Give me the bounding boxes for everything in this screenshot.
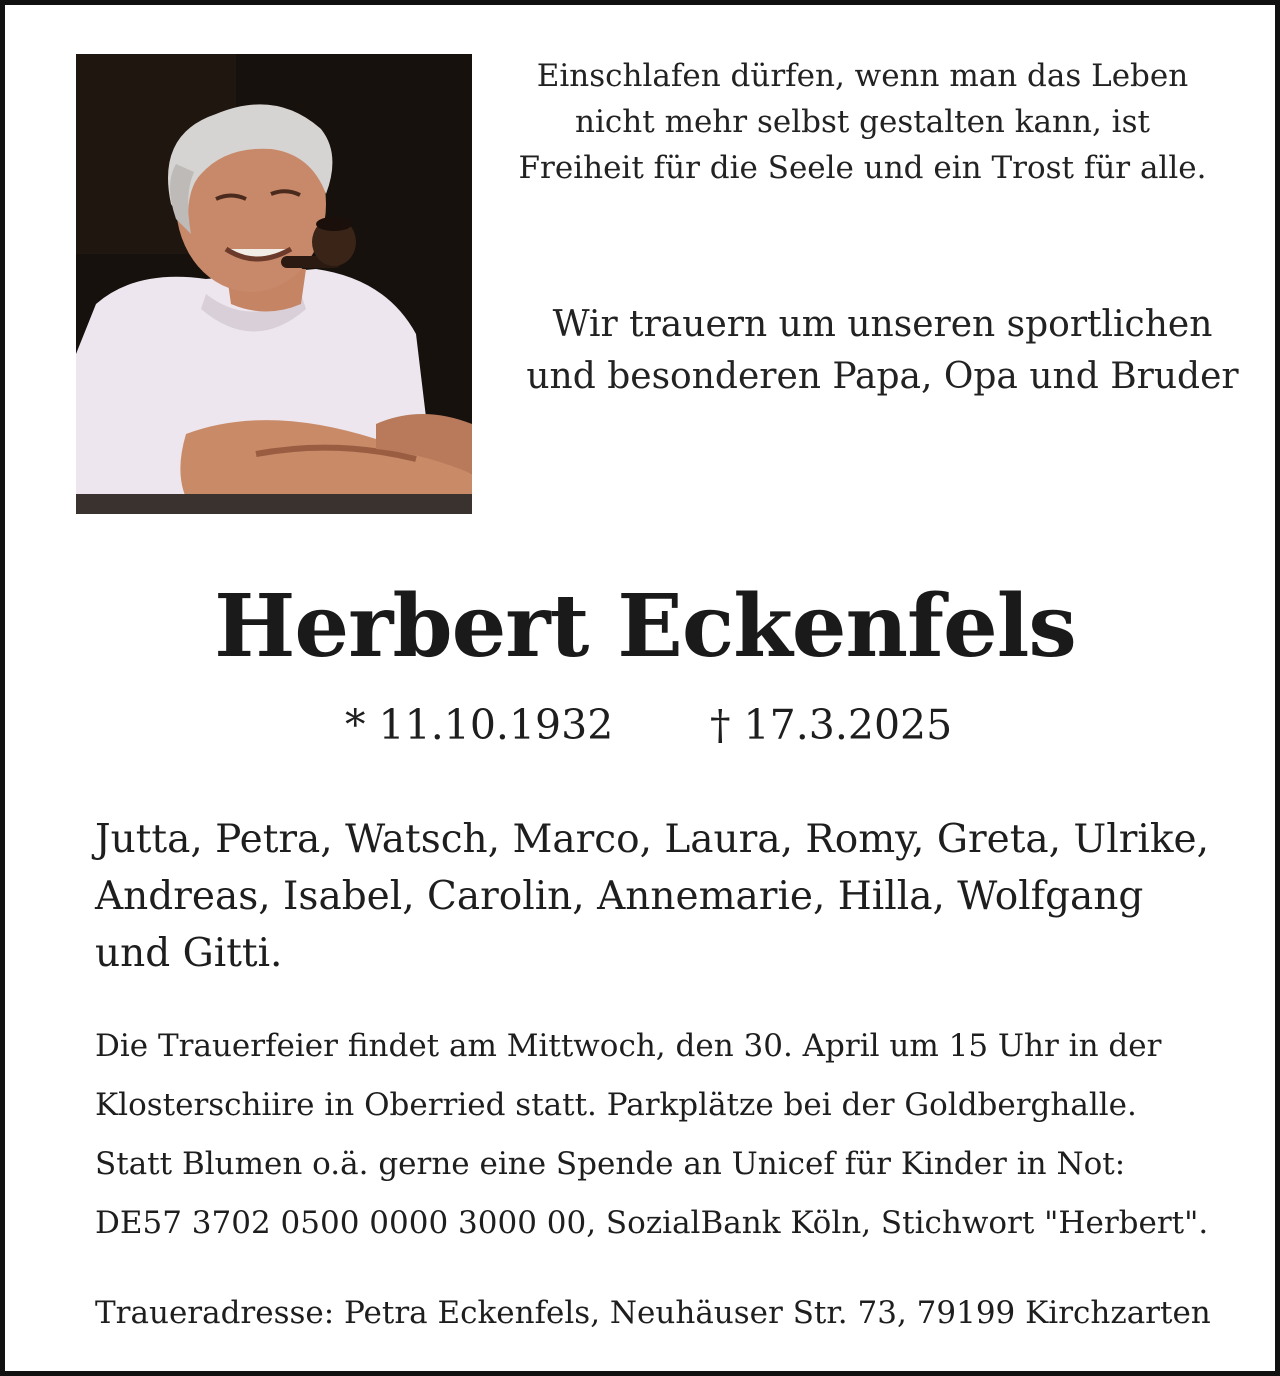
deceased-name: Herbert Eckenfels xyxy=(214,576,1076,677)
info-line: DE57 3702 0500 0000 3000 00, SozialBank Köln, Stichwort "Herbert". xyxy=(95,1205,1209,1241)
info-line: Klosterschiire in Oberried statt. Parkplätze bei der Goldberghalle. xyxy=(95,1087,1137,1123)
quote-verse xyxy=(500,53,1225,191)
info-line: Statt Blumen o.ä. gerne eine Spende an Unicef für Kinder in Not: xyxy=(95,1146,1126,1182)
quote-line: nicht mehr selbst gestalten kann, ist xyxy=(575,104,1150,140)
mourning-address: Traueradresse: Petra Eckenfels, Neuhäuser Str. 73, 79199 Kirchzarten xyxy=(95,1295,1211,1331)
death-date: † 17.3.2025 xyxy=(710,701,953,749)
family-names: Jutta, Petra, Watsch, Marco, Laura, Romy, Greta, Ulrike, Andreas, Isabel, Carolin, Annemarie, Hilla, Wolfgang und Gitti. xyxy=(95,817,1209,976)
mourning-line: Wir trauern um unseren sportlichen xyxy=(552,304,1213,345)
life-dates xyxy=(5,700,1280,750)
portrait-photo xyxy=(76,54,472,514)
mourning-line: und besonderen Papa, Opa und Bruder xyxy=(526,356,1239,397)
quote-line: Einschlafen dürfen, wenn man das Leben xyxy=(536,58,1189,94)
info-line: Die Trauerfeier findet am Mittwoch, den 30. April um 15 Uhr in der xyxy=(95,1028,1162,1064)
funeral-info xyxy=(95,1017,1245,1253)
mourning-statement xyxy=(510,299,1255,403)
quote-line: Freiheit für die Seele und ein Trost für alle. xyxy=(518,150,1207,186)
birth-date: * 11.10.1932 xyxy=(345,701,614,749)
